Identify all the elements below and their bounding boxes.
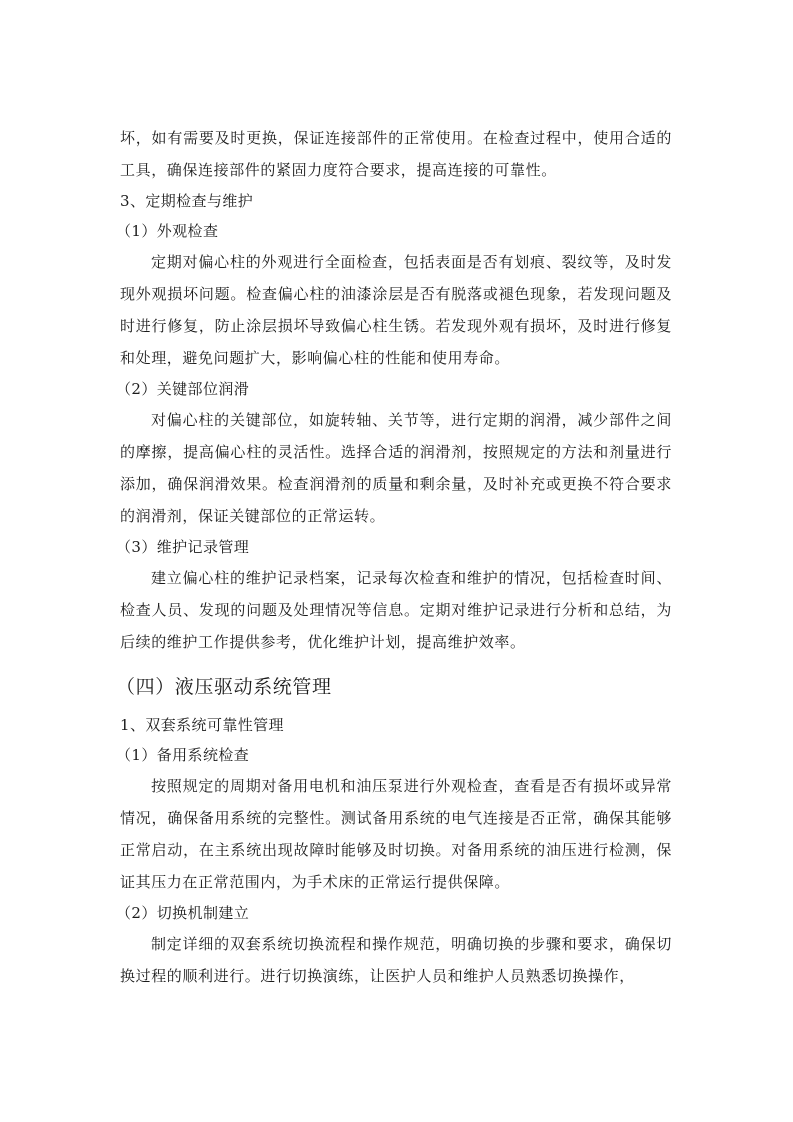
section-heading-periodic-inspection: 3、定期检查与维护 [120,192,254,210]
section-heading-dual-system: 1、双套系统可靠性管理 [120,716,284,734]
paragraph-backup-check: 按照规定的周期对备用电机和油压泵进行外观检查，查看是否有损坏或异常情况，确保备用系统的完整性。测试备用系统的电气连接是否正常，确保其能够正常启动，在主系统出现故障时能够及时切换。对备用系统的油压进行检测，保证其压力在正常范围内，为手术床的正常运行提供保障。 [120,777,672,891]
subheading-maintenance-records: （3）维护记录管理 [116,538,250,556]
paragraph-appearance-check: 定期对偏心柱的外观进行全面检查，包括表面是否有划痕、裂纹等，及时发现外观损坏问题。检查偏心柱的油漆涂层是否有脱落或褪色现象，若发现问题及时进行修复，防止涂层损坏导致偏心柱生锈。若发现外观有损坏，及时进行修复和处理，避免问题扩大，影响偏心柱的性能和使用寿命。 [120,253,672,367]
subheading-key-lubrication: （2）关键部位润滑 [116,380,250,398]
subheading-appearance-check: （1）外观检查 [116,222,219,240]
subheading-switch-mechanism: （2）切换机制建立 [116,904,250,922]
paragraph-switch-mechanism: 制定详细的双套系统切换流程和操作规范，明确切换的步骤和要求，确保切换过程的顺利进行。进行切换演练，让医护人员和维护人员熟悉切换操作， [120,935,672,985]
chapter-heading-hydraulic-system: （四）液压驱动系统管理 [116,676,332,698]
paragraph-key-lubrication: 对偏心柱的关键部位，如旋转轴、关节等，进行定期的润滑，减少部件之间的摩擦，提高偏心柱的灵活性。选择合适的润滑剂，按照规定的方法和剂量进行添加，确保润滑效果。检查润滑剂的质量和剩余量，及时补充或更换不符合要求的润滑剂，保证关键部位的正常运转。 [120,411,672,525]
document-body [116,122,672,992]
subheading-backup-check: （1）备用系统检查 [116,746,250,764]
paragraph-maintenance-records: 建立偏心柱的维护记录档案，记录每次检查和维护的情况，包括检查时间、检查人员、发现的问题及处理情况等信息。定期对维护记录进行分析和总结，为后续的维护工作提供参考，优化维护计划，提高维护效率。 [120,569,672,651]
paragraph-continuation: 坏，如有需要及时更换，保证连接部件的正常使用。在检查过程中，使用合适的工具，确保连接部件的紧固力度符合要求，提高连接的可靠性。 [120,129,672,179]
